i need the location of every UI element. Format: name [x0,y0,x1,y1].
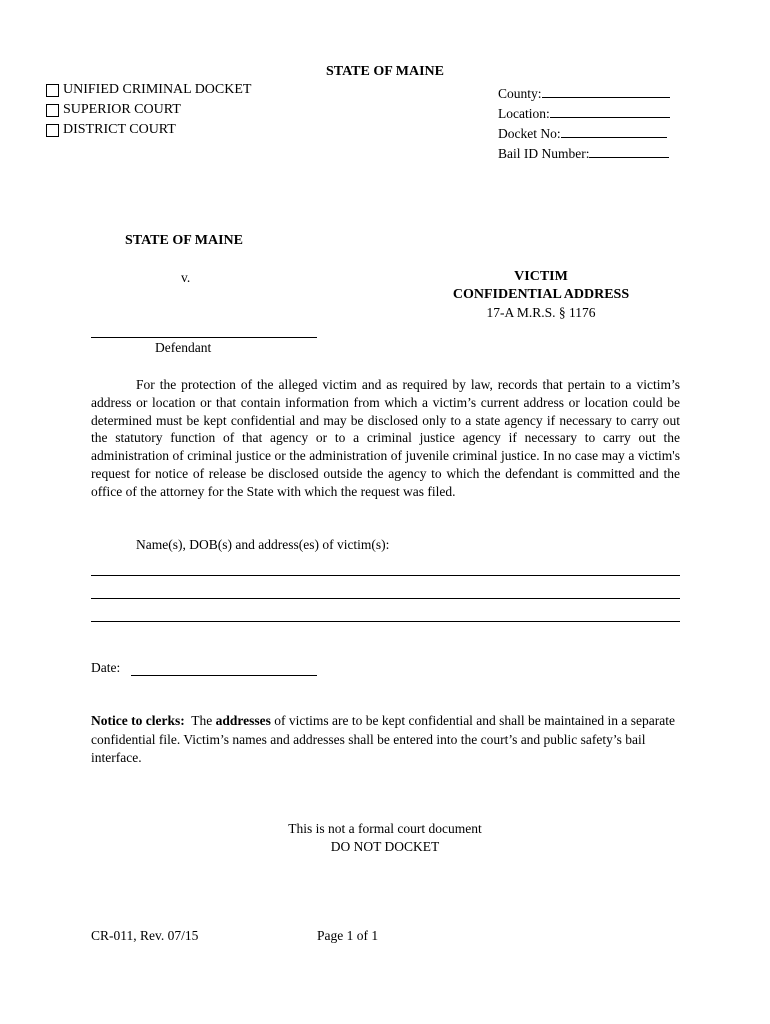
court-option-label: DISTRICT COURT [63,122,176,137]
docket-number-label: Docket No: [498,126,561,141]
confidentiality-paragraph: For the protection of the alleged victim and as required by law, records that pertain to a victim’s address or location or that contain information from which a victim’s current address or location could be determined must be kept confidential and may be disclosed only to a state agency if necessary to carry out the statutory function of that agency or to a criminal justice agency if necessary to carry out the administration of criminal justice or the administration of juvenile criminal justice. In no case may a victim's request for notice of release be disclosed outside the agency to which the defendant is committed and the office of the attorney for the State with which the request was filed. [91,377,680,499]
checkbox-district-court[interactable] [46,124,59,137]
form-identifier: CR-011, Rev. 07/15 [91,928,199,943]
plaintiff-name: STATE OF MAINE [125,233,243,248]
county-field [498,85,670,102]
victims-label: Name(s), DOB(s) and address(es) of victim(s): [136,537,390,552]
location-field [498,105,670,122]
docket-number-blank[interactable] [561,125,667,138]
location-blank[interactable] [550,105,670,118]
clerk-notice [91,712,680,768]
victim-entry-line[interactable] [91,598,680,599]
checkbox-superior-court[interactable] [46,104,59,117]
date-label: Date: [91,660,121,675]
statute-citation: 17-A M.R.S. § 1176 [486,305,596,320]
clerk-notice-text: of victims are to be kept confidential and shall be maintained in a separate confidential file. Victim’s names and addresses shall be entered into the court’s and public safety’s bail interface. [91,713,675,765]
defendant-name-line[interactable] [91,337,317,338]
disclaimer-line-2: DO NOT DOCKET [330,839,440,854]
document-title [430,268,652,304]
bail-id-label: Bail ID Number: [498,146,590,161]
court-option-label: SUPERIOR COURT [63,102,181,117]
document-title-line-2: CONFIDENTIAL ADDRESS [452,287,630,302]
county-blank[interactable] [542,85,670,98]
docket-number-field [498,125,667,142]
county-label: County: [498,86,542,101]
clerk-notice-heading: Notice to clerks: [91,713,185,728]
victim-entry-line[interactable] [91,575,680,576]
disclaimer [0,820,770,856]
clerk-notice-emphasis: addresses [215,713,271,728]
document-title-line-1: VICTIM [514,269,568,284]
court-option-unified-criminal-docket[interactable] [46,82,251,98]
clerk-notice-lead: The [191,713,213,728]
checkbox-unified-criminal-docket[interactable] [46,84,59,97]
victim-entry-line[interactable] [91,621,680,622]
versus-label: v. [181,270,191,285]
court-option-district-court[interactable] [46,122,176,138]
bail-id-field [498,145,669,162]
defendant-label: Defendant [155,340,212,355]
location-label: Location: [498,106,550,121]
form-heading: STATE OF MAINE [326,64,444,79]
court-option-label: UNIFIED CRIMINAL DOCKET [63,82,252,97]
bail-id-blank[interactable] [589,145,669,158]
court-option-superior-court[interactable] [46,102,181,118]
date-line[interactable] [131,675,317,676]
disclaimer-line-1: This is not a formal court document [288,821,482,836]
page-number: Page 1 of 1 [317,928,379,943]
